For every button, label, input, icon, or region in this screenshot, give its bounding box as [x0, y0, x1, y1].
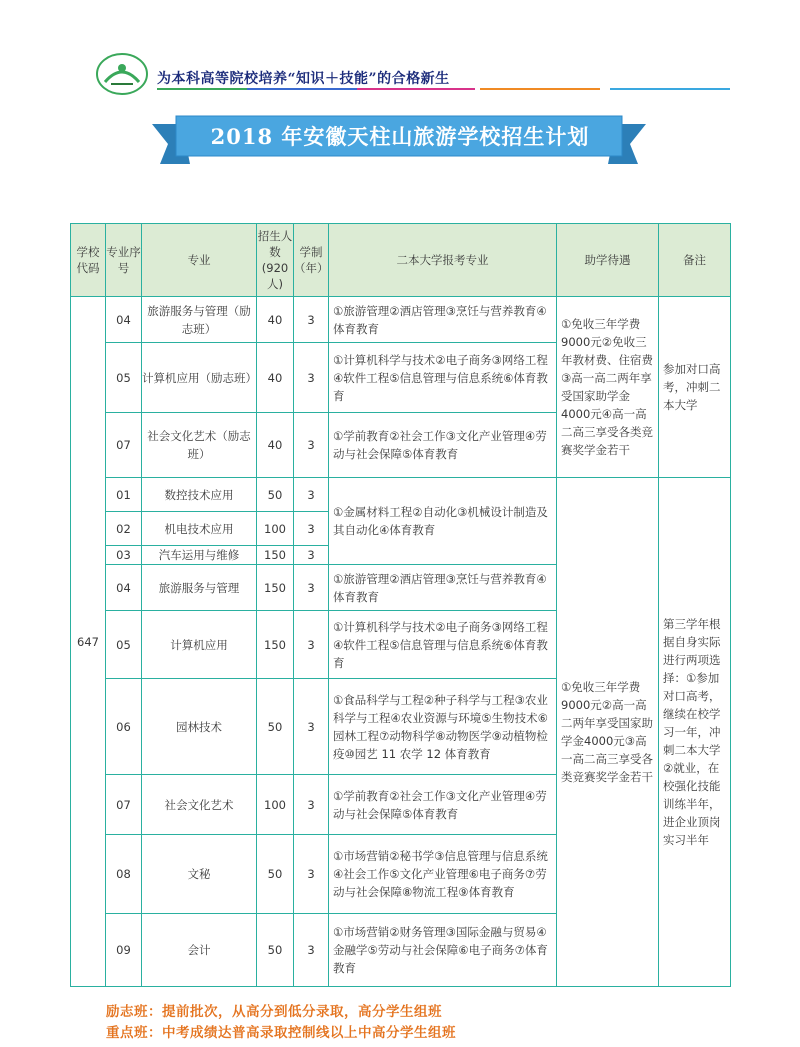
years-cell: 3 — [294, 546, 329, 565]
major-cell: 数控技术应用 — [142, 478, 257, 512]
header-quota: 招生人数(920人) — [257, 224, 294, 297]
major-cell: 文秘 — [142, 835, 257, 914]
major-cell: 机电技术应用 — [142, 512, 257, 546]
university-majors-cell: ①计算机科学与技术②电子商务③网络工程④软件工程⑤信息管理与信息系统⑥体育教育 — [329, 611, 557, 679]
quota-cell: 150 — [257, 546, 294, 565]
major-cell: 汽车运用与维修 — [142, 546, 257, 565]
major-no-cell: 07 — [106, 775, 142, 835]
header-slogan: 为本科高等院校培养“知识＋技能”的合格新生 — [157, 71, 450, 87]
table-header-row — [71, 224, 731, 297]
divider-magenta — [357, 88, 475, 90]
major-cell: 计算机应用（励志班） — [142, 343, 257, 413]
years-cell: 3 — [294, 914, 329, 987]
quota-cell: 50 — [257, 478, 294, 512]
major-no-cell: 02 — [106, 512, 142, 546]
aid-cell-group1: ①免收三年学费9000元②免收三年教材费、住宿费③高一高二两年享受国家助学金4000元④高一高二高三享受各类竞赛奖学金若干 — [557, 297, 659, 478]
major-no-cell: 07 — [106, 413, 142, 478]
major-cell: 社会文化艺术（励志班） — [142, 413, 257, 478]
major-no-cell: 04 — [106, 565, 142, 611]
header-major-no: 专业序号 — [106, 224, 142, 297]
note-key-class: 重点班：中考成绩达普高录取控制线以上中高分学生组班 — [106, 1025, 456, 1041]
note-lizhi-class: 励志班：提前批次，从高分到低分录取，高分学生组班 — [106, 1004, 442, 1020]
university-majors-cell: ①金属材料工程②自动化③机械设计制造及其自动化④体育教育 — [329, 478, 557, 565]
major-cell: 社会文化艺术 — [142, 775, 257, 835]
table-row — [71, 478, 731, 512]
divider-orange — [480, 88, 600, 90]
years-cell: 3 — [294, 297, 329, 343]
quota-cell: 150 — [257, 611, 294, 679]
university-majors-cell: ①食品科学与工程②种子科学与工程③农业科学与工程④农业资源与环境⑤生物技术⑥园林工程⑦动物科学⑧动物医学⑨动植物检疫⑩园艺 11 农学 12 体育教育 — [329, 679, 557, 775]
university-majors-cell: ①学前教育②社会工作③文化产业管理④劳动与社会保障⑤体育教育 — [329, 775, 557, 835]
years-cell: 3 — [294, 835, 329, 914]
enrollment-plan-table — [70, 223, 731, 987]
major-no-cell: 06 — [106, 679, 142, 775]
years-cell: 3 — [294, 413, 329, 478]
years-cell: 3 — [294, 512, 329, 546]
quota-cell: 40 — [257, 343, 294, 413]
years-cell: 3 — [294, 679, 329, 775]
major-no-cell: 03 — [106, 546, 142, 565]
major-cell: 旅游服务与管理 — [142, 565, 257, 611]
divider-cyan — [610, 88, 730, 90]
university-majors-cell: ①学前教育②社会工作③文化产业管理④劳动与社会保障⑤体育教育 — [329, 413, 557, 478]
quota-cell: 50 — [257, 679, 294, 775]
university-majors-cell: ①旅游管理②酒店管理③烹饪与营养教育④体育教育 — [329, 297, 557, 343]
major-no-cell: 04 — [106, 297, 142, 343]
major-no-cell: 08 — [106, 835, 142, 914]
years-cell: 3 — [294, 478, 329, 512]
page-title: 2018 年安徽天柱山旅游学校招生计划 — [210, 124, 590, 149]
university-majors-cell: ①旅游管理②酒店管理③烹饪与营养教育④体育教育 — [329, 565, 557, 611]
major-no-cell: 05 — [106, 343, 142, 413]
header-years: 学制（年） — [294, 224, 329, 297]
divider-green — [157, 88, 247, 90]
divider-blue — [247, 88, 357, 90]
remarks-cell-group1: 参加对口高考，冲刺二本大学 — [659, 297, 731, 478]
quota-cell: 100 — [257, 512, 294, 546]
university-majors-cell: ①计算机科学与技术②电子商务③网络工程④软件工程⑤信息管理与信息系统⑥体育教育 — [329, 343, 557, 413]
major-cell: 计算机应用 — [142, 611, 257, 679]
university-majors-cell: ①市场营销②秘书学③信息管理与信息系统④社会工作⑤文化产业管理⑥电子商务⑦劳动与社会保障⑧物流工程⑨体育教育 — [329, 835, 557, 914]
years-cell: 3 — [294, 611, 329, 679]
header-aid: 助学待遇 — [557, 224, 659, 297]
quota-cell: 100 — [257, 775, 294, 835]
remarks-cell-group2: 第三学年根据自身实际进行两项选择：①参加对口高考，继续在校学习一年，冲刺二本大学②就业，在校强化技能训练半年，进企业顶岗实习半年 — [659, 478, 731, 987]
quota-cell: 40 — [257, 413, 294, 478]
major-cell: 旅游服务与管理（励志班） — [142, 297, 257, 343]
quota-cell: 50 — [257, 835, 294, 914]
major-no-cell: 05 — [106, 611, 142, 679]
major-cell: 会计 — [142, 914, 257, 987]
major-no-cell: 09 — [106, 914, 142, 987]
quota-cell: 40 — [257, 297, 294, 343]
header-university: 二本大学报考专业 — [329, 224, 557, 297]
years-cell: 3 — [294, 343, 329, 413]
header-major: 专业 — [142, 224, 257, 297]
school-code-cell: 647 — [71, 297, 106, 987]
major-no-cell: 01 — [106, 478, 142, 512]
quota-cell: 50 — [257, 914, 294, 987]
header-remarks: 备注 — [659, 224, 731, 297]
quota-cell: 150 — [257, 565, 294, 611]
table-row — [71, 297, 731, 343]
years-cell: 3 — [294, 775, 329, 835]
university-majors-cell: ①市场营销②财务管理③国际金融与贸易④金融学⑤劳动与社会保障⑥电子商务⑦体育教育 — [329, 914, 557, 987]
header-school-code: 学校代码 — [71, 224, 106, 297]
school-logo — [95, 52, 149, 96]
aid-cell-group2: ①免收三年学费9000元②高一高二两年享受国家助学金4000元③高一高二高三享受各类竞赛奖学金若干 — [557, 478, 659, 987]
years-cell: 3 — [294, 565, 329, 611]
major-cell: 园林技术 — [142, 679, 257, 775]
